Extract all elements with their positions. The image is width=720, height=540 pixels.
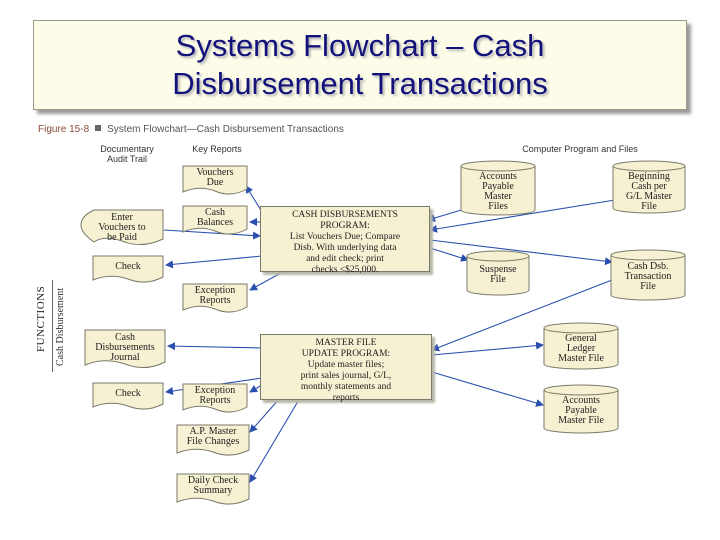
column-header-documentary-line-2: Audit Trail bbox=[106, 154, 148, 164]
report-exception-1-line-2: Reports bbox=[199, 295, 231, 306]
process-master-line-4: print sales journal, G/L, bbox=[300, 371, 392, 381]
file-suspense bbox=[466, 250, 530, 296]
report-exception-2 bbox=[182, 383, 248, 415]
file-ap-master-top bbox=[460, 160, 536, 216]
file-beginning-cash-line-3: G/L Master bbox=[625, 191, 672, 202]
report-ap-master-changes-line-1: A.P. Master bbox=[189, 426, 237, 437]
column-header-key-reports: Key Reports bbox=[192, 144, 242, 154]
side-label-sub: Cash Disbursement bbox=[55, 287, 66, 366]
process-cash-line-4: Disb. With underlying data bbox=[293, 243, 397, 253]
figure-number: Figure 15-8 bbox=[38, 124, 90, 135]
document-check-1-label: Check bbox=[115, 261, 141, 272]
file-cash-disb-transaction-line-3: File bbox=[640, 281, 656, 292]
file-suspense-line-2: File bbox=[490, 274, 506, 285]
slide-title-line-2: Disbursement Transactions bbox=[172, 66, 548, 101]
report-exception-1-line-1: Exception bbox=[194, 285, 236, 296]
report-vouchers-due-line-1: Vouchers bbox=[196, 167, 234, 178]
report-daily-check-summary bbox=[176, 473, 250, 507]
file-ap-master-top-line-4: Files bbox=[488, 201, 508, 212]
report-ap-master-changes-line-2: File Changes bbox=[186, 436, 240, 447]
process-master-file-update bbox=[260, 334, 432, 403]
document-enter-vouchers bbox=[80, 209, 164, 247]
process-cash-line-3: List Vouchers Due; Compare bbox=[289, 232, 401, 242]
report-exception-2-line-2: Reports bbox=[199, 395, 231, 406]
file-beginning-cash-line-1: Beginning bbox=[628, 171, 670, 182]
file-cash-disb-transaction-line-2: Transaction bbox=[624, 271, 672, 282]
document-cash-journal-line-2: Disbursements bbox=[95, 342, 155, 353]
report-exception-2-line-1: Exception bbox=[194, 385, 236, 396]
process-cash-disbursements bbox=[260, 206, 430, 275]
report-cash-balances-line-1: Cash bbox=[205, 207, 225, 218]
process-master-line-2: UPDATE PROGRAM: bbox=[301, 349, 391, 359]
file-ap-master-bottom-line-1: Accounts bbox=[562, 395, 600, 406]
file-ap-master-top-line-1: Accounts bbox=[479, 171, 517, 182]
column-header-computer: Computer Program and Files bbox=[522, 144, 638, 154]
document-check-2-label: Check bbox=[115, 388, 141, 399]
document-enter-vouchers-line-1: Enter bbox=[111, 212, 133, 223]
report-vouchers-due-line-2: Due bbox=[206, 177, 224, 188]
process-master-line-1: MASTER FILE bbox=[315, 338, 377, 348]
document-cash-journal bbox=[84, 329, 166, 371]
file-ap-master-top-line-2: Payable bbox=[482, 181, 514, 192]
file-cash-disb-transaction-line-1: Cash Dsb. bbox=[627, 261, 669, 272]
report-daily-check-summary-line-2: Summary bbox=[193, 485, 233, 496]
arrow-master-program-to-journal bbox=[168, 346, 262, 348]
report-cash-balances-line-2: Balances bbox=[196, 217, 234, 228]
report-vouchers-due bbox=[182, 165, 248, 197]
document-check-1 bbox=[92, 255, 164, 285]
process-cash-line-5: and edit check; print bbox=[306, 254, 384, 264]
arrow-master-program-to-ap-file bbox=[432, 372, 543, 405]
document-check-2 bbox=[92, 382, 164, 412]
report-daily-check-summary-line-1: Daily Check bbox=[187, 475, 239, 486]
file-cash-disb-transaction bbox=[610, 249, 686, 301]
report-cash-balances bbox=[182, 205, 248, 237]
file-ap-master-bottom-line-2: Payable bbox=[565, 405, 597, 416]
file-general-ledger bbox=[543, 322, 619, 370]
column-header-documentary-line-1: Documentary bbox=[100, 144, 154, 154]
file-beginning-cash-line-2: Cash per bbox=[631, 181, 667, 192]
file-ap-master-top-line-3: Master bbox=[484, 191, 512, 202]
process-master-line-6: reports bbox=[332, 393, 360, 403]
process-cash-line-6: checks <$25,000. bbox=[311, 265, 379, 275]
side-label-functions: FUNCTIONS bbox=[35, 285, 47, 352]
process-cash-line-2: PROGRAM: bbox=[320, 221, 370, 231]
process-master-line-3: Update master files; bbox=[307, 360, 385, 370]
arrow-master-program-to-gl-file bbox=[432, 345, 543, 355]
process-cash-line-1: CASH DISBURSEMENTS bbox=[292, 210, 398, 220]
document-cash-journal-line-3: Journal bbox=[110, 352, 140, 363]
document-cash-journal-line-1: Cash bbox=[115, 332, 135, 343]
process-master-line-5: monthly statements and bbox=[300, 382, 392, 392]
file-general-ledger-line-1: General bbox=[565, 333, 597, 344]
arrow-cash-program-to-check-1 bbox=[166, 256, 262, 265]
slide-title-line-1: Systems Flowchart – Cash bbox=[175, 28, 545, 63]
arrow-master-program-to-daily-summary bbox=[250, 398, 300, 482]
file-suspense-line-1: Suspense bbox=[479, 264, 517, 275]
file-general-ledger-line-3: Master File bbox=[558, 353, 604, 364]
file-general-ledger-line-2: Ledger bbox=[566, 343, 596, 354]
file-ap-master-bottom-line-3: Master File bbox=[558, 415, 604, 426]
figure-caption-text: System Flowchart—Cash Disbursement Transactions bbox=[107, 124, 344, 135]
file-beginning-cash-line-4: File bbox=[641, 201, 657, 212]
document-enter-vouchers-line-2: Vouchers to bbox=[98, 222, 146, 233]
document-enter-vouchers-line-3: be Paid bbox=[107, 232, 137, 243]
file-ap-master-bottom bbox=[543, 384, 619, 434]
report-ap-master-changes bbox=[176, 424, 250, 458]
report-exception-1 bbox=[182, 283, 248, 315]
arrow-cash-program-to-suspense bbox=[430, 248, 468, 260]
file-beginning-cash bbox=[612, 160, 686, 214]
